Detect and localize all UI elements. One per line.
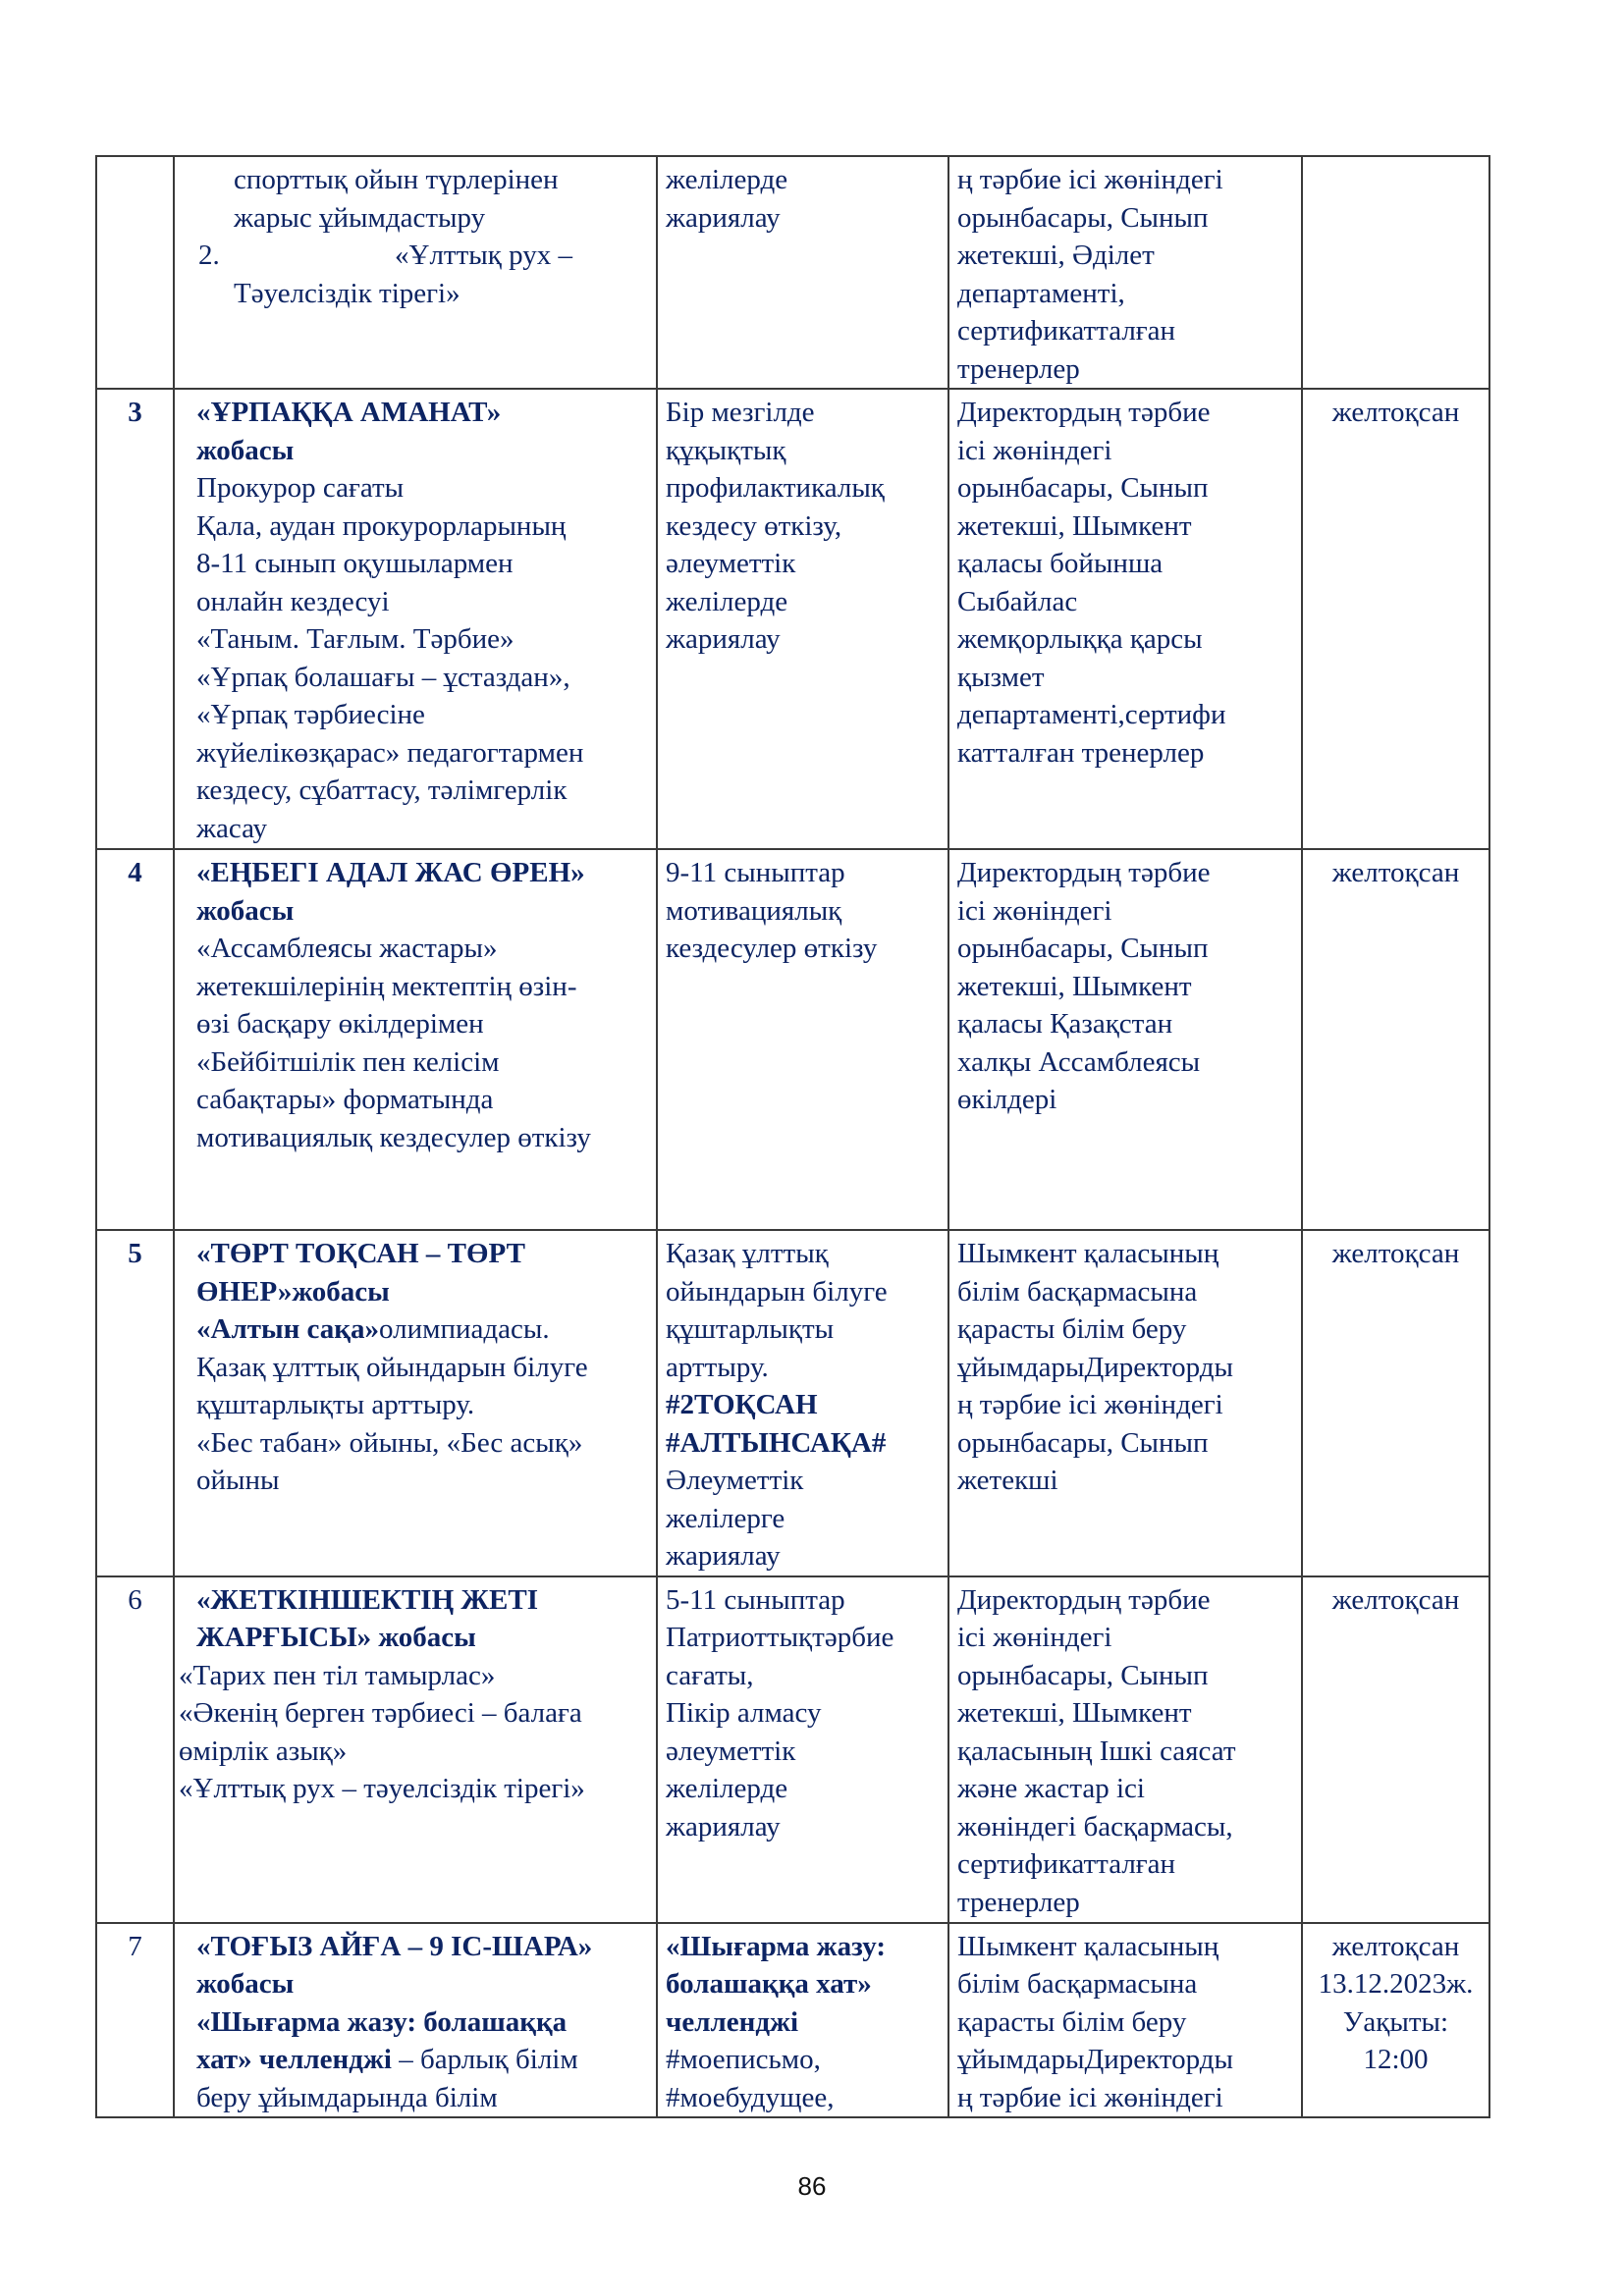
responsible-line: ісі жөніндегі — [957, 1622, 1112, 1653]
responsible-line: тренерлер — [957, 1886, 1080, 1918]
row-number-cell — [96, 849, 174, 1230]
event-cell — [174, 849, 657, 1230]
table-row — [96, 156, 1489, 389]
responsible-line: қаласы бойынша — [957, 548, 1164, 579]
list-number: 2. — [198, 240, 220, 271]
form-line: профилактикалық — [666, 472, 885, 504]
event-line: жобасы — [196, 894, 295, 927]
date-line: 12:00 — [1363, 2044, 1429, 2075]
event-line: спорттық ойын түрлерінен — [234, 164, 559, 195]
event-line: «Ұлттық рух – тәуелсіздік тірегі» — [179, 1773, 585, 1804]
event-title-line: «ЖЕТКІНШЕКТІҢ ЖЕТІ — [196, 1583, 539, 1616]
event-line: Прокурор сағаты — [196, 472, 405, 504]
responsible-cell — [948, 849, 1302, 1230]
event-title-line: «Шығарма жазу: болашаққа — [196, 2005, 568, 2038]
responsible-cell — [948, 389, 1302, 849]
date-line: желтоқсан — [1331, 1930, 1460, 1962]
form-cell — [657, 1923, 948, 2118]
event-line: «Бес табан» ойыны, «Бес асық» — [196, 1426, 583, 1459]
responsible-line: халқы Ассамблеясы — [957, 1045, 1201, 1078]
responsible-line: ұйымдарыДиректорды — [957, 1351, 1233, 1383]
form-line: 5-11 сыныптар — [666, 1583, 845, 1616]
responsible-line: жетекші — [957, 1465, 1058, 1496]
event-line: жетекшілерінің мектептің өзін- — [196, 970, 577, 1002]
table-row — [96, 1230, 1489, 1576]
responsible-line: қарасты білім беру — [957, 1313, 1187, 1345]
event-line: жарыс ұйымдастыру — [234, 201, 486, 234]
responsible-line: сертификатталған — [957, 1848, 1176, 1880]
responsible-line: жетекші, Әділет — [957, 240, 1155, 271]
date-line: Уақыты: — [1342, 2005, 1449, 2038]
event-line: Қазақ ұлттық ойындарын білуге — [196, 1351, 588, 1383]
responsible-line: Сыбайлас — [957, 585, 1078, 617]
row-number: 5 — [128, 1238, 142, 1269]
event-line: «Ұрпақ болашағы – ұстаздан», — [196, 661, 570, 693]
event-cell — [174, 389, 657, 849]
form-line: сағаты, — [666, 1659, 754, 1691]
page-number: 86 — [797, 2171, 827, 2201]
responsible-line: өкілдері — [957, 1084, 1057, 1115]
row-number: 4 — [128, 857, 142, 888]
event-line: «ЕҢБЕГІ АДАЛ ЖАС ӨРЕН» — [196, 857, 585, 888]
event-line: «Әкенің берген тәрбиесі – балаға — [179, 1697, 582, 1729]
row-number-cell — [96, 156, 174, 389]
event-cell — [174, 1230, 657, 1576]
event-plan-table — [95, 155, 1490, 2118]
event-line: «Бейбітшілік пен келісім — [196, 1045, 500, 1078]
form-line: Патриоттықтәрбие — [666, 1622, 894, 1653]
responsible-line: қызмет — [957, 661, 1045, 693]
form-line: жариялау — [666, 201, 781, 234]
responsible-line: ң тәрбие ісі жөніндегі — [957, 164, 1223, 195]
event-line: Қала, аудан прокурорларының — [196, 509, 567, 542]
event-line: «Тарих пен тіл тамырлас» — [179, 1659, 496, 1691]
event-line: ойыны — [196, 1465, 280, 1496]
form-line: желілерге — [666, 1502, 785, 1534]
form-line: 9-11 сыныптар — [666, 857, 845, 888]
event-line: кездесу, сұбаттасу, тәлімгерлік — [196, 774, 568, 806]
row-number: 7 — [128, 1930, 142, 1962]
form-line: Әлеуметтік — [666, 1465, 804, 1496]
form-line: құқықтық — [666, 434, 786, 466]
form-line: желілерде — [666, 164, 788, 195]
responsible-cell — [948, 1576, 1302, 1923]
responsible-line: катталған тренерлер — [957, 736, 1205, 769]
event-line: өзі басқару өкілдерімен — [196, 1008, 484, 1040]
responsible-line: тренерлер — [957, 352, 1080, 385]
date-line: желтоқсан — [1331, 1238, 1460, 1269]
event-line: 8-11 сынып оқушылармен — [196, 548, 514, 579]
date-cell — [1302, 1230, 1489, 1576]
form-line: челленджі — [666, 2005, 799, 2038]
event-title-line: жобасы — [196, 1968, 295, 2000]
responsible-line: орынбасары, Сынып — [957, 201, 1209, 234]
date-line: желтоқсан — [1331, 397, 1460, 428]
responsible-line: жөніндегі басқармасы, — [957, 1810, 1233, 1842]
responsible-line: Директордың тәрбие — [957, 857, 1211, 888]
event-line: өмірлік азық» — [179, 1735, 348, 1767]
event-line: беру ұйымдарында білім — [196, 2081, 498, 2113]
event-line: «Ұлттық рух – — [395, 240, 572, 271]
form-line: #2ТОҚСАН — [666, 1389, 818, 1420]
form-line: арттыру. — [666, 1351, 769, 1383]
row-number-cell — [96, 389, 174, 849]
responsible-line: білім басқармасына — [957, 1968, 1198, 2000]
form-line: кездесулер өткізу — [666, 933, 878, 964]
form-line: Бір мезгілде — [666, 397, 815, 428]
row-number-cell — [96, 1923, 174, 2118]
responsible-line: департаменті,сертифи — [957, 699, 1226, 730]
form-cell — [657, 389, 948, 849]
responsible-line: сертификатталған — [957, 315, 1176, 347]
responsible-cell — [948, 1230, 1302, 1576]
responsible-line: жетекші, Шымкент — [957, 509, 1192, 542]
row-number-cell — [96, 1230, 174, 1576]
table-row — [96, 849, 1489, 1230]
responsible-line: жемқорлыққа қарсы — [957, 623, 1203, 655]
event-line: Тәуелсіздік тірегі» — [234, 277, 460, 309]
event-list-item — [187, 237, 648, 275]
responsible-cell — [948, 1923, 1302, 2118]
event-title-line: «ТОҒЫЗ АЙҒА – 9 ІС-ШАРА» — [196, 1930, 593, 1962]
form-line: жариялау — [666, 1810, 781, 1842]
responsible-line: ң тәрбие ісі жөніндегі — [957, 2081, 1223, 2113]
form-line: әлеуметтік — [666, 548, 796, 579]
table-row — [96, 1923, 1489, 2118]
responsible-line: ң тәрбие ісі жөніндегі — [957, 1389, 1223, 1420]
row-number: 6 — [128, 1583, 142, 1616]
event-line: «Ұрпақ тәрбиесіне — [196, 699, 425, 730]
event-line: жүйелікөзқарас» педагогтармен — [196, 736, 584, 769]
responsible-line: Шымкент қаласының — [957, 1930, 1219, 1962]
form-line: Қазақ ұлттық — [666, 1238, 829, 1269]
event-line: «ҰРПАҚҚА АМАНАТ» — [196, 397, 502, 428]
event-line: жобасы — [196, 434, 295, 466]
event-title-line: ӨНЕР»жобасы — [196, 1275, 390, 1308]
form-line: желілерде — [666, 585, 788, 617]
form-line: жариялау — [666, 1540, 781, 1572]
responsible-line: орынбасары, Сынып — [957, 1426, 1209, 1459]
row-number: 3 — [128, 397, 142, 428]
responsible-line: ісі жөніндегі — [957, 434, 1112, 466]
event-line: онлайн кездесуі — [196, 585, 390, 617]
event-line: мотивациялық кездесулер өткізу — [196, 1121, 591, 1153]
table-row — [96, 389, 1489, 849]
form-line: желілерде — [666, 1773, 788, 1804]
event-line: «Ассамблеясы жастары» — [196, 933, 498, 964]
date-cell — [1302, 389, 1489, 849]
event-cell — [174, 1923, 657, 2118]
table-row — [96, 1576, 1489, 1923]
responsible-line: Директордың тәрбие — [957, 397, 1211, 428]
event-cell — [174, 1576, 657, 1923]
event-title-line: ЖАРҒЫСЫ» жобасы — [196, 1622, 476, 1653]
event-normal-part: – барлық білім — [391, 2044, 578, 2075]
event-line: жасау — [196, 812, 268, 844]
form-line: #моебудущее, — [666, 2081, 835, 2113]
form-line: «Шығарма жазу: — [666, 1930, 886, 1962]
responsible-line: жетекші, Шымкент — [957, 1697, 1192, 1729]
form-line: болашаққа хат» — [666, 1968, 872, 2000]
responsible-line: және жастар ісі — [957, 1773, 1145, 1804]
form-cell — [657, 156, 948, 389]
responsible-line: қаласы Қазақстан — [957, 1008, 1173, 1040]
date-cell — [1302, 156, 1489, 389]
responsible-line: ісі жөніндегі — [957, 894, 1112, 927]
event-line — [196, 1310, 648, 1349]
event-normal-part: олимпиадасы. — [379, 1313, 550, 1345]
event-line — [196, 2041, 648, 2079]
row-number-cell — [96, 1576, 174, 1923]
event-title-line: «ТӨРТ ТОҚСАН – ТӨРТ — [196, 1238, 525, 1269]
responsible-line: Директордың тәрбие — [957, 1583, 1211, 1616]
date-line: 13.12.2023ж. — [1318, 1968, 1474, 2000]
responsible-line: қарасты білім беру — [957, 2005, 1187, 2038]
responsible-line: орынбасары, Сынып — [957, 1659, 1209, 1691]
form-line: әлеуметтік — [666, 1735, 796, 1767]
responsible-line: Шымкент қаласының — [957, 1238, 1219, 1269]
date-line: желтоқсан — [1331, 1583, 1460, 1616]
responsible-line: орынбасары, Сынып — [957, 933, 1209, 964]
responsible-line: орынбасары, Сынып — [957, 472, 1209, 504]
date-cell — [1302, 1923, 1489, 2118]
form-line: жариялау — [666, 623, 781, 655]
event-bold-part: «Алтын сақа» — [196, 1313, 379, 1345]
responsible-line: ұйымдарыДиректорды — [957, 2044, 1233, 2075]
date-cell — [1302, 849, 1489, 1230]
event-line: құштарлықты арттыру. — [196, 1389, 475, 1420]
responsible-line: білім басқармасына — [957, 1275, 1198, 1308]
event-bold-part: хат» челленджі — [196, 2044, 392, 2075]
form-line: Пікір алмасу — [666, 1697, 822, 1729]
responsible-line: департаменті, — [957, 277, 1125, 309]
date-cell — [1302, 1576, 1489, 1923]
form-cell — [657, 1576, 948, 1923]
date-line: желтоқсан — [1331, 857, 1460, 888]
responsible-cell — [948, 156, 1302, 389]
event-line: «Таным. Тағлым. Тәрбие» — [196, 623, 514, 655]
responsible-line: жетекші, Шымкент — [957, 970, 1192, 1002]
form-line: кездесу өткізу, — [666, 509, 842, 542]
form-line: #моеписьмо, — [666, 2044, 821, 2075]
responsible-line: қаласының Ішкі саясат — [957, 1735, 1236, 1767]
form-cell — [657, 1230, 948, 1576]
event-cell — [174, 156, 657, 389]
form-line: ойындарын білуге — [666, 1275, 888, 1308]
form-line: құштарлықты — [666, 1313, 835, 1345]
form-line: #АЛТЫНСАҚА# — [666, 1426, 887, 1459]
form-cell — [657, 849, 948, 1230]
form-line: мотивациялық — [666, 894, 842, 927]
event-line: сабақтары» форматында — [196, 1084, 494, 1115]
